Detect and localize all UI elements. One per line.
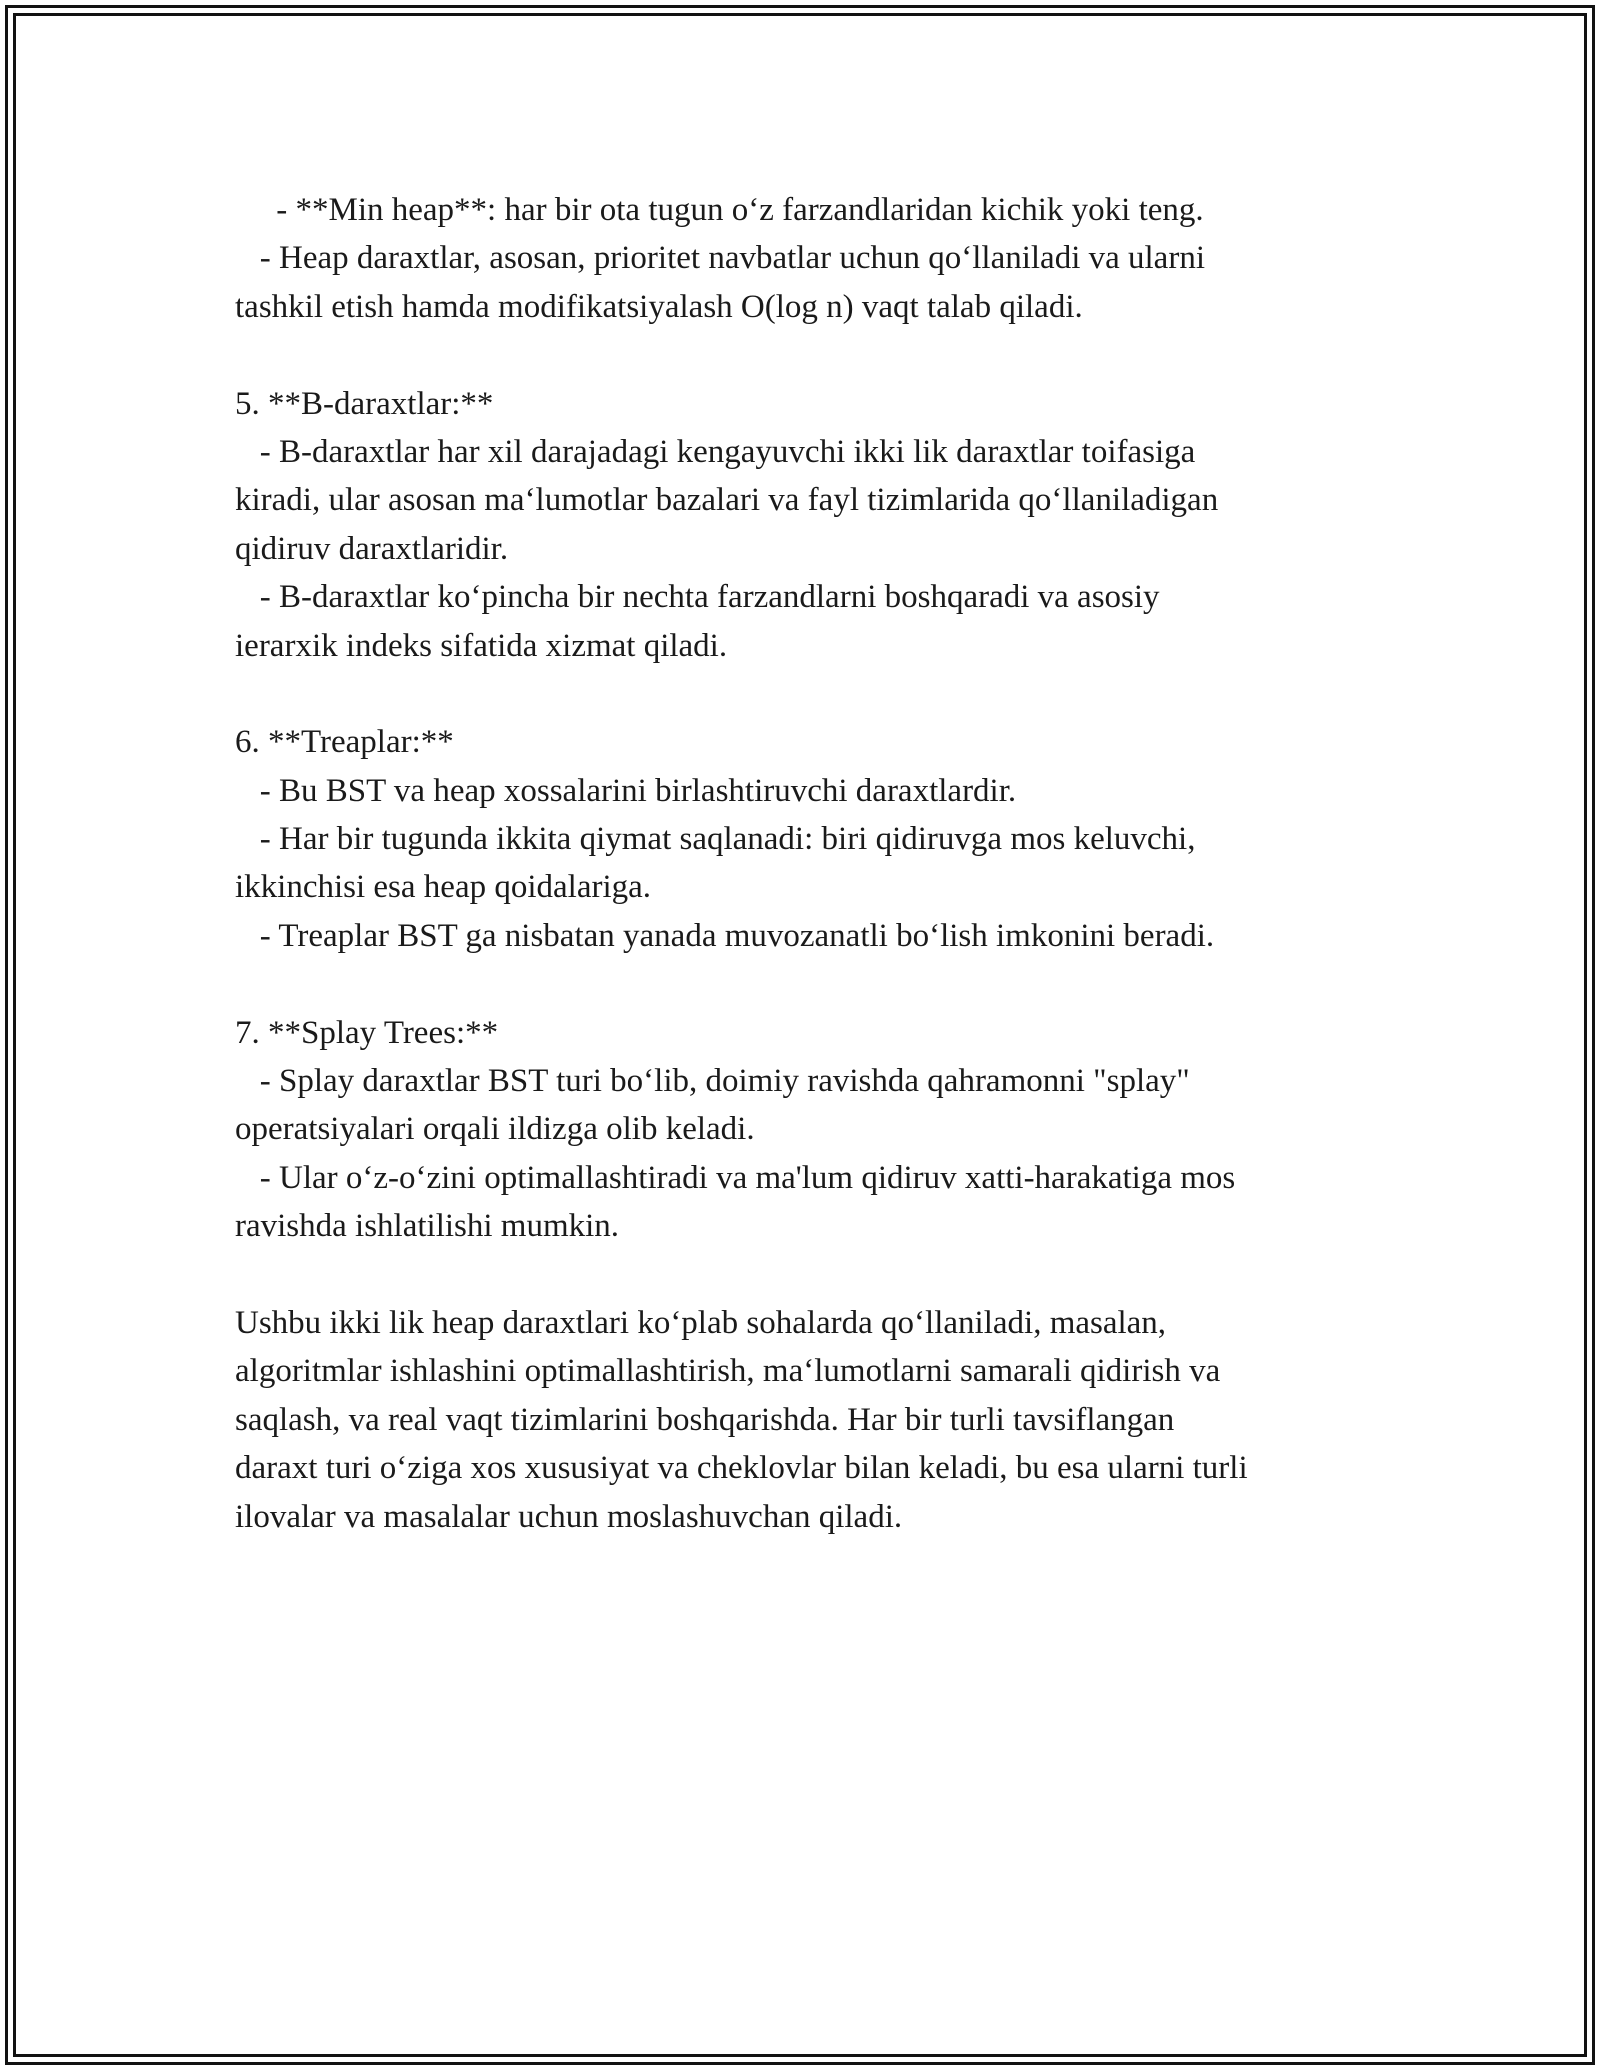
text-line: - **Min heap**: har bir ota tugun o‘z farzandlaridan kichik yoki teng.	[235, 192, 1204, 228]
text-line: - Heap daraxtlar, asosan, prioritet navbatlar uchun qo‘llaniladi va ularni	[235, 240, 1205, 277]
text-line: algoritmlar ishlashini optimallashtirish, ma‘lumotlarni samarali qidirish va	[235, 1353, 1221, 1390]
section-treaps	[235, 718, 1385, 960]
paragraph-gap	[235, 960, 1385, 1008]
text-line: Ushbu ikki lik heap daraxtlari ko‘plab sohalarda qo‘llaniladi, masalan,	[235, 1304, 1167, 1341]
text-line: kiradi, ular asosan ma‘lumotlar bazalari va fayl tizimlarida qo‘llaniladigan	[235, 482, 1219, 519]
text-line: ierarxik indeks sifatida xizmat qiladi.	[235, 627, 728, 664]
section-conclusion	[235, 1299, 1385, 1541]
text-line: - Har bir tugunda ikkita qiymat saqlanadi: biri qidiruvga mos keluvchi,	[235, 821, 1196, 858]
section-heading: 5. **B-daraxtlar:**	[235, 385, 494, 422]
section-b-trees	[235, 380, 1385, 670]
section-heading: 6. **Treaplar:**	[235, 724, 454, 761]
text-line: ilovalar va masalalar uchun moslashuvchan qiladi.	[235, 1498, 903, 1535]
text-line: - Ular o‘z-o‘zini optimallashtiradi va ma'lum qidiruv xatti-harakatiga mos	[235, 1159, 1236, 1196]
paragraph-gap	[235, 1251, 1385, 1299]
text-line: saqlash, va real vaqt tizimlarini boshqarishda. Har bir turli tavsiflangan	[235, 1401, 1175, 1438]
text-line: operatsiyalari orqali ildizga olib keladi.	[235, 1111, 755, 1148]
text-line: ravishda ishlatilishi mumkin.	[235, 1208, 620, 1245]
text-line: - Treaplar BST ga nisbatan yanada muvozanatli bo‘lish imkonini beradi.	[235, 917, 1215, 954]
text-line: qidiruv daraxtlaridir.	[235, 530, 509, 567]
paragraph-gap	[235, 331, 1385, 379]
text-line: - Bu BST va heap xossalarini birlashtiruvchi daraxtlardir.	[235, 772, 1017, 809]
document-body	[235, 186, 1385, 1541]
text-line: - B-daraxtlar har xil darajadagi kengayuvchi ikki lik daraxtlar toifasiga	[235, 433, 1196, 470]
text-line: daraxt turi o‘ziga xos xususiyat va cheklovlar bilan keladi, bu esa ularni turli	[235, 1450, 1248, 1487]
text-line: - Splay daraxtlar BST turi bo‘lib, doimiy ravishda qahramonni "splay"	[235, 1063, 1190, 1100]
section-heading: 7. **Splay Trees:**	[235, 1014, 499, 1051]
section-splay-trees	[235, 1009, 1385, 1251]
text-line: - B-daraxtlar ko‘pincha bir nechta farzandlarni boshqaradi va asosiy	[235, 579, 1160, 616]
text-line: tashkil etish hamda modifikatsiyalash O(log n) vaqt talab qiladi.	[235, 288, 1083, 325]
section-heap-continuation	[235, 186, 1385, 331]
paragraph-gap	[235, 670, 1385, 718]
text-line: ikkinchisi esa heap qoidalariga.	[235, 869, 652, 906]
